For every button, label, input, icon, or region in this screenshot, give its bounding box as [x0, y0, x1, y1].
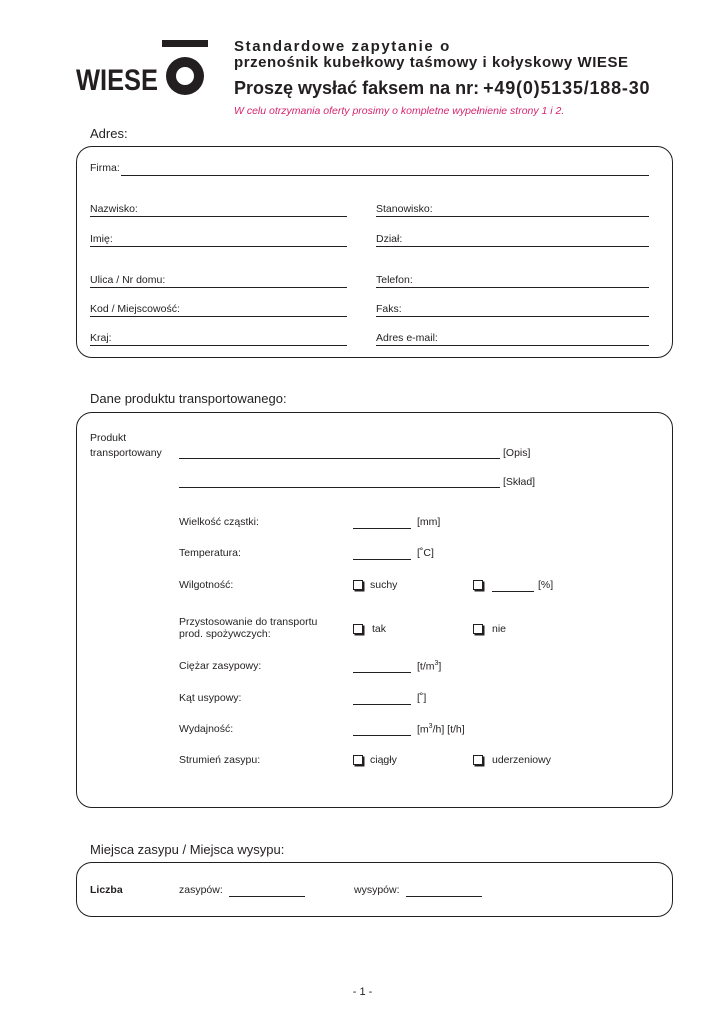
country-field[interactable]: [90, 345, 347, 346]
particle-size-label: Wielkość cząstki:: [179, 516, 259, 528]
particle-size-field[interactable]: [353, 528, 411, 529]
surname-field[interactable]: [90, 216, 347, 217]
composition-field[interactable]: [179, 487, 500, 488]
temperature-label: Temperatura:: [179, 547, 241, 559]
food-grade-no-label: nie: [492, 623, 507, 635]
humidity-percent-checkbox[interactable]: [473, 580, 483, 590]
title-line-1: Standardowe zapytanie o: [234, 38, 451, 55]
composition-suffix: [Skład]: [503, 476, 536, 488]
flow-impact-checkbox[interactable]: [473, 755, 483, 765]
inlets-label: zasypów:: [179, 884, 223, 896]
address-heading: Adres:: [90, 126, 128, 141]
product-box: [76, 412, 673, 808]
phone-field[interactable]: [376, 287, 649, 288]
inlets-field[interactable]: [229, 896, 305, 897]
wiese-logo: [76, 40, 211, 100]
humidity-dry-checkbox[interactable]: [353, 580, 363, 590]
email-field[interactable]: [376, 345, 649, 346]
department-field[interactable]: [376, 246, 649, 247]
company-field[interactable]: [121, 175, 649, 176]
bulk-weight-field[interactable]: [353, 672, 411, 673]
bulk-weight-label: Ciężar zasypowy:: [179, 660, 262, 672]
particle-size-unit: [mm]: [417, 516, 441, 528]
angle-field[interactable]: [353, 704, 411, 705]
fax-instruction: [234, 78, 650, 99]
food-grade-label-1: Przystosowanie do transportu: [179, 616, 318, 628]
food-grade-no-checkbox[interactable]: [473, 624, 483, 634]
flow-continuous-checkbox[interactable]: [353, 755, 363, 765]
page-number: - 1 -: [352, 986, 373, 998]
product-label-1: Produkt: [90, 432, 127, 444]
description-field[interactable]: [179, 458, 500, 459]
temperature-unit: [˚C]: [417, 547, 434, 559]
first-name-label: Imię:: [90, 233, 113, 245]
temperature-field[interactable]: [353, 559, 411, 560]
postcode-label: Kod / Miejscowość:: [90, 303, 180, 315]
phone-label: Telefon:: [376, 274, 413, 286]
description-suffix: [Opis]: [503, 447, 531, 459]
fax-label: Proszę wysłać faksem na nr:: [234, 78, 480, 98]
surname-label: Nazwisko:: [90, 203, 138, 215]
humidity-dry-label: suchy: [370, 579, 398, 591]
completion-note: W celu otrzymania oferty prosimy o kompletne wypełnienie strony 1 i 2.: [234, 105, 565, 117]
angle-unit: [˚]: [417, 692, 427, 704]
outlets-label: wysypów:: [354, 884, 400, 896]
humidity-unit: [%]: [538, 579, 554, 591]
company-label: Firma:: [90, 162, 120, 174]
angle-label: Kąt usypowy:: [179, 692, 242, 704]
outlets-field[interactable]: [406, 896, 482, 897]
title-line-2: przenośnik kubełkowy taśmowy i kołyskowy WIESE: [234, 54, 629, 71]
flow-label: Strumień zasypu:: [179, 754, 261, 766]
postcode-field[interactable]: [90, 316, 347, 317]
first-name-field[interactable]: [90, 246, 347, 247]
product-label-2: transportowany: [90, 447, 162, 459]
capacity-field[interactable]: [353, 735, 411, 736]
product-heading: Dane produktu transportowanego:: [90, 391, 287, 406]
logo-text: WIESE: [76, 64, 158, 97]
count-label: Liczba: [90, 884, 123, 896]
flow-impact-label: uderzeniowy: [492, 754, 551, 766]
capacity-unit: $[m^3/h]$ [t/h]: [417, 723, 465, 736]
food-grade-yes-label: tak: [372, 623, 387, 635]
capacity-label: Wydajność:: [179, 723, 234, 735]
country-label: Kraj:: [90, 332, 112, 344]
bulk-weight-unit: $[t/m^3]$: [417, 660, 442, 673]
fax-label-field: Faks:: [376, 303, 402, 315]
position-field[interactable]: [376, 216, 649, 217]
food-grade-label-2: prod. spożywczych:: [179, 628, 271, 640]
points-heading: Miejsca zasypu / Miejsca wysypu:: [90, 842, 285, 857]
address-box: [76, 146, 673, 358]
flow-continuous-label: ciągły: [370, 754, 397, 766]
email-label: Adres e-mail:: [376, 332, 438, 344]
position-label: Stanowisko:: [376, 203, 433, 215]
humidity-percent-field[interactable]: [492, 591, 534, 592]
humidity-label: Wilgotność:: [179, 579, 234, 591]
fax-number: +49(0)5135/188-30: [483, 78, 651, 98]
fax-field[interactable]: [376, 316, 649, 317]
food-grade-yes-checkbox[interactable]: [353, 624, 363, 634]
street-field[interactable]: [90, 287, 347, 288]
department-label: Dział:: [376, 233, 403, 245]
street-label: Ulica / Nr domu:: [90, 274, 166, 286]
